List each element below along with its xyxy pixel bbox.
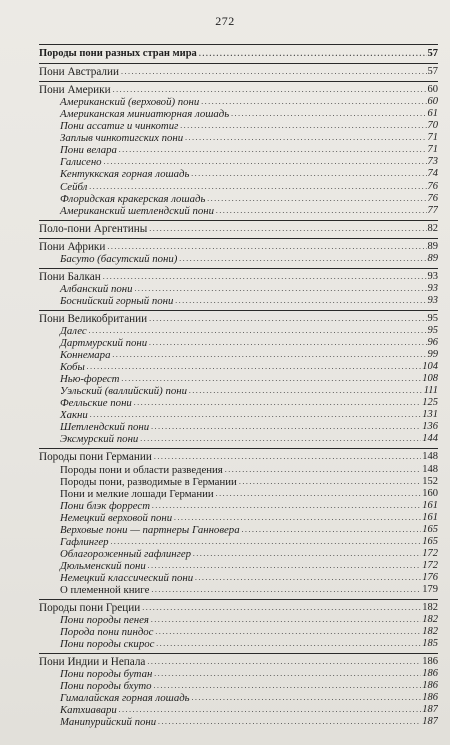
toc-entry-page: 131 [422, 409, 438, 421]
toc-subsection-entry [39, 638, 438, 650]
toc-entry-page: 71 [427, 144, 438, 156]
toc-leader-dots [119, 706, 421, 714]
toc-leader-dots [112, 351, 426, 359]
toc-entry-title: Американский шетлендский пони [60, 204, 215, 217]
toc-entry-title: Порода пони пиндос [60, 626, 154, 639]
toc-leader-dots [154, 682, 422, 690]
toc-subsection-entry [39, 409, 438, 421]
toc-entry-page: 187 [422, 704, 438, 716]
page-number: 272 [215, 14, 235, 28]
toc-subsection-entry [39, 168, 438, 180]
toc-subsection-entry [39, 349, 438, 361]
toc-section-entry [39, 310, 438, 325]
toc-entry-title: Кобы [60, 361, 85, 374]
toc-entry-page: 161 [422, 511, 438, 523]
toc-entry-page: 182 [422, 626, 438, 638]
toc-leader-dots [119, 146, 427, 154]
toc-leader-dots [149, 339, 426, 347]
toc-entry-title: Немецкий верховой пони [60, 511, 173, 524]
toc-entry-title: Шетлендский пони [60, 421, 150, 434]
toc-entry-page: 144 [422, 433, 438, 445]
toc-entry-title: Дюльменский пони [60, 559, 146, 572]
toc-entry-page: 76 [427, 192, 438, 204]
toc-leader-dots [135, 285, 427, 293]
toc-entry-page: 186 [422, 680, 438, 692]
toc-entry-page: 60 [427, 96, 438, 108]
toc-entry-page: 187 [422, 716, 438, 728]
toc-entry-page: 70 [427, 120, 438, 132]
toc-entry-page: 57 [427, 48, 438, 60]
toc-subsection-entry [39, 325, 438, 337]
toc-entry-title: Породы пони, разводимые в Германии [60, 475, 237, 488]
toc-entry-title: Дартмурский пони [60, 337, 148, 350]
toc-leader-dots [151, 586, 421, 594]
toc-leader-dots [189, 387, 423, 395]
toc-entry-page: 93 [427, 270, 438, 282]
toc-entry-page: 73 [427, 156, 438, 168]
toc-subsection-entry [39, 361, 438, 373]
toc-section-entry [39, 238, 438, 253]
toc-entry-title: Нью-форест [60, 373, 120, 386]
toc-subsection-entry [39, 193, 438, 205]
toc-entry-title: О племенной книге [60, 583, 150, 596]
toc-entry-page: 76 [427, 180, 438, 192]
toc-entry-page: 74 [427, 168, 438, 180]
toc-entry-page: 185 [422, 638, 438, 650]
toc-entry-title: Американская миниатюрная лошадь [60, 108, 230, 121]
toc-section-entry [39, 220, 438, 235]
toc-leader-dots [156, 640, 421, 648]
toc-subsection-entry [39, 120, 438, 132]
toc-chapter-entry [39, 48, 438, 60]
toc-leader-dots [89, 183, 426, 191]
toc-subsection-entry [39, 156, 438, 168]
toc-entry-title: Албанский пони [60, 282, 133, 295]
toc-entry-title: Пони велара [60, 144, 117, 157]
toc-entry-page: 104 [422, 361, 438, 373]
toc-leader-dots [121, 68, 427, 76]
toc-section-entry [39, 268, 438, 283]
toc-entry-page: 182 [422, 602, 438, 614]
toc-subsection-entry [39, 560, 438, 572]
toc-entry-page: 160 [422, 487, 438, 499]
toc-leader-dots [231, 110, 426, 118]
toc-subsection-entry [39, 488, 438, 500]
toc-entry-title: Галисено [60, 156, 102, 169]
toc-entry-page: 172 [422, 559, 438, 571]
toc-entry-title: Пони Балкан [39, 270, 101, 283]
toc-leader-dots [149, 225, 426, 233]
toc-entry-title: Боснийский горный пони [60, 294, 174, 307]
toc-entry-title: Хакни [60, 409, 88, 422]
toc-leader-dots [113, 86, 427, 94]
toc-subsection-entry [39, 692, 438, 704]
toc-entry-title: Коннемара [60, 349, 111, 362]
toc-entry-title: Пони породы пенея [60, 614, 149, 627]
toc-subsection-entry [39, 626, 438, 638]
toc-entry-page: 61 [427, 108, 438, 120]
toc-subsection-entry [39, 96, 438, 108]
toc-subsection-entry [39, 536, 438, 548]
toc-entry-page: 93 [427, 294, 438, 306]
toc-section-entry [39, 63, 438, 78]
toc-entry-page: 95 [427, 324, 438, 336]
toc-leader-dots [207, 195, 426, 203]
toc-entry-page: 89 [427, 252, 438, 264]
toc-entry-page: 148 [422, 463, 438, 475]
toc-leader-dots [152, 502, 421, 510]
toc-entry-page: 182 [422, 614, 438, 626]
toc-leader-dots [121, 375, 421, 383]
toc-entry-page: 165 [422, 535, 438, 547]
toc-entry-page: 96 [427, 337, 438, 349]
toc-entry-page: 77 [427, 204, 438, 216]
toc-leader-dots [151, 423, 421, 431]
toc-subsection-entry [39, 548, 438, 560]
toc-leader-dots [103, 273, 427, 281]
toc-subsection-entry [39, 337, 438, 349]
toc-leader-dots [158, 718, 421, 726]
toc-entry-title: Далес [60, 324, 87, 337]
toc-entry-title: Кентуккская горная лошадь [60, 168, 190, 181]
toc-leader-dots [111, 538, 422, 546]
toc-section-entry [39, 599, 438, 614]
toc-subsection-entry [39, 614, 438, 626]
toc-entry-title: Пони Америки [39, 84, 111, 97]
toc-entry-title: Породы пони разных стран мира [39, 48, 197, 60]
toc-section-entry [39, 448, 438, 463]
toc-leader-dots [242, 526, 422, 534]
toc-leader-dots [140, 435, 421, 443]
toc-subsection-entry [39, 144, 438, 156]
toc-subsection-entry [39, 512, 438, 524]
toc-entry-title: Пони породы бхуто [60, 680, 152, 693]
toc-subsection-entry [39, 476, 438, 488]
toc-entry-page: 152 [422, 475, 438, 487]
toc-subsection-entry [39, 500, 438, 512]
toc-entry-title: Гафлингер [60, 535, 109, 548]
toc-subsection-entry [39, 572, 438, 584]
toc-entry-page: 176 [422, 571, 438, 583]
toc-subsection-entry [39, 668, 438, 680]
toc-leader-dots [199, 50, 427, 58]
toc-leader-dots [155, 628, 421, 636]
toc-leader-dots [239, 478, 421, 486]
toc-leader-dots [147, 658, 421, 666]
toc-entry-title: Катхиавари [60, 704, 117, 717]
toc-leader-dots [107, 243, 426, 251]
toc-entry-title: Эксмурский пони [60, 433, 139, 446]
toc-subsection-entry [39, 108, 438, 120]
toc-leader-dots [201, 98, 426, 106]
toc-entry-title: Пони Великобритании [39, 312, 148, 325]
toc-subsection-entry [39, 680, 438, 692]
toc-entry-page: 186 [422, 668, 438, 680]
toc-entry-title: Пони блэк форрест [60, 499, 150, 512]
toc-entry-page: 161 [422, 499, 438, 511]
toc-section-entry [39, 653, 438, 668]
toc-entry-title: Породы пони Германии [39, 451, 152, 464]
toc-entry-page: 172 [422, 547, 438, 559]
toc-subsection-entry [39, 373, 438, 385]
toc-entry-title: Флоридская кракерская лошадь [60, 192, 206, 205]
toc-entry-title: Немецкий классический пони [60, 571, 194, 584]
toc-leader-dots [90, 411, 421, 419]
toc-entry-title: Гималайская горная лошадь [60, 692, 190, 705]
toc-subsection-entry [39, 584, 438, 596]
toc-leader-dots [87, 363, 421, 371]
toc-leader-dots [191, 170, 426, 178]
toc-entry-page: 95 [427, 312, 438, 324]
toc-subsection-entry [39, 180, 438, 192]
toc-entry-page: 186 [422, 656, 438, 668]
toc-entry-title: Сейбл [60, 180, 88, 193]
toc-leader-dots [225, 466, 421, 474]
toc-subsection-entry [39, 716, 438, 728]
toc-entry-page: 186 [422, 692, 438, 704]
toc-subsection-entry [39, 385, 438, 397]
toc-entry-page: 108 [422, 373, 438, 385]
toc-entry-title: Облагороженный гафлингер [60, 547, 192, 560]
toc-entry-page: 148 [422, 451, 438, 463]
toc-entry-title: Фелльские пони [60, 397, 132, 410]
toc-entry-title: Американский (верховой) пони [60, 96, 200, 109]
toc-subsection-entry [39, 205, 438, 217]
toc-leader-dots [195, 574, 421, 582]
toc-subsection-entry [39, 463, 438, 475]
toc-leader-dots [180, 122, 426, 130]
toc-entry-title: Пони породы бутан [60, 668, 153, 681]
toc-subsection-entry [39, 397, 438, 409]
toc-entry-page: 60 [427, 84, 438, 96]
table-of-contents [39, 44, 438, 728]
toc-leader-dots [174, 514, 421, 522]
toc-leader-dots [89, 327, 427, 335]
toc-subsection-entry [39, 524, 438, 536]
toc-leader-dots [151, 616, 421, 624]
toc-leader-dots [154, 670, 421, 678]
toc-subsection-entry [39, 295, 438, 307]
toc-entry-title: Породы пони и области разведения [60, 463, 223, 476]
toc-leader-dots [192, 694, 422, 702]
toc-leader-dots [179, 255, 426, 263]
toc-leader-dots [142, 604, 421, 612]
toc-subsection-entry [39, 433, 438, 445]
toc-entry-page: 93 [427, 282, 438, 294]
toc-entry-title: Пони Австралии [39, 66, 119, 79]
toc-section-entry [39, 81, 438, 96]
toc-leader-dots [185, 134, 426, 142]
toc-entry-title: Пони ассатиг и чинкотиг [60, 120, 179, 133]
toc-entry-title: Басуто (басутский пони) [60, 252, 178, 265]
toc-entry-page: 165 [422, 523, 438, 535]
toc-entry-page: 99 [427, 349, 438, 361]
toc-leader-dots [104, 158, 427, 166]
toc-entry-page: 82 [427, 222, 438, 234]
toc-subsection-entry [39, 253, 438, 265]
toc-entry-title: Заплыв чинкотигских пони [60, 132, 184, 145]
toc-entry-title: Верховые пони — партнеры Ганновера [60, 523, 240, 536]
toc-entry-page: 179 [422, 583, 438, 595]
toc-entry-page: 136 [422, 421, 438, 433]
toc-leader-dots [154, 453, 421, 461]
toc-entry-title: Пони Африки [39, 240, 106, 253]
toc-entry-title: Уэльский (валлийский) пони [60, 385, 188, 398]
toc-leader-dots [216, 207, 426, 215]
toc-subsection-entry [39, 283, 438, 295]
toc-entry-title: Пони и мелкие лошади Германии [60, 487, 214, 500]
toc-leader-dots [149, 315, 426, 323]
toc-entry-page: 71 [427, 132, 438, 144]
toc-entry-page: 57 [427, 66, 438, 78]
toc-subsection-entry [39, 704, 438, 716]
toc-entry-title: Манипурийский пони [60, 716, 157, 729]
toc-leader-dots [193, 550, 421, 558]
toc-entry-page: 111 [423, 385, 438, 397]
toc-subsection-entry [39, 132, 438, 144]
toc-entry-title: Породы пони Греции [39, 602, 141, 615]
toc-entry-page: 125 [422, 397, 438, 409]
toc-leader-dots [216, 490, 422, 498]
toc-leader-dots [134, 399, 421, 407]
toc-entry-title: Пони породы скирос [60, 638, 155, 651]
toc-subsection-entry [39, 421, 438, 433]
toc-entry-title: Поло-пони Аргентины [39, 222, 148, 235]
toc-entry-page: 89 [427, 240, 438, 252]
toc-leader-dots [175, 297, 426, 305]
toc-entry-title: Пони Индии и Непала [39, 656, 146, 669]
toc-leader-dots [148, 562, 421, 570]
